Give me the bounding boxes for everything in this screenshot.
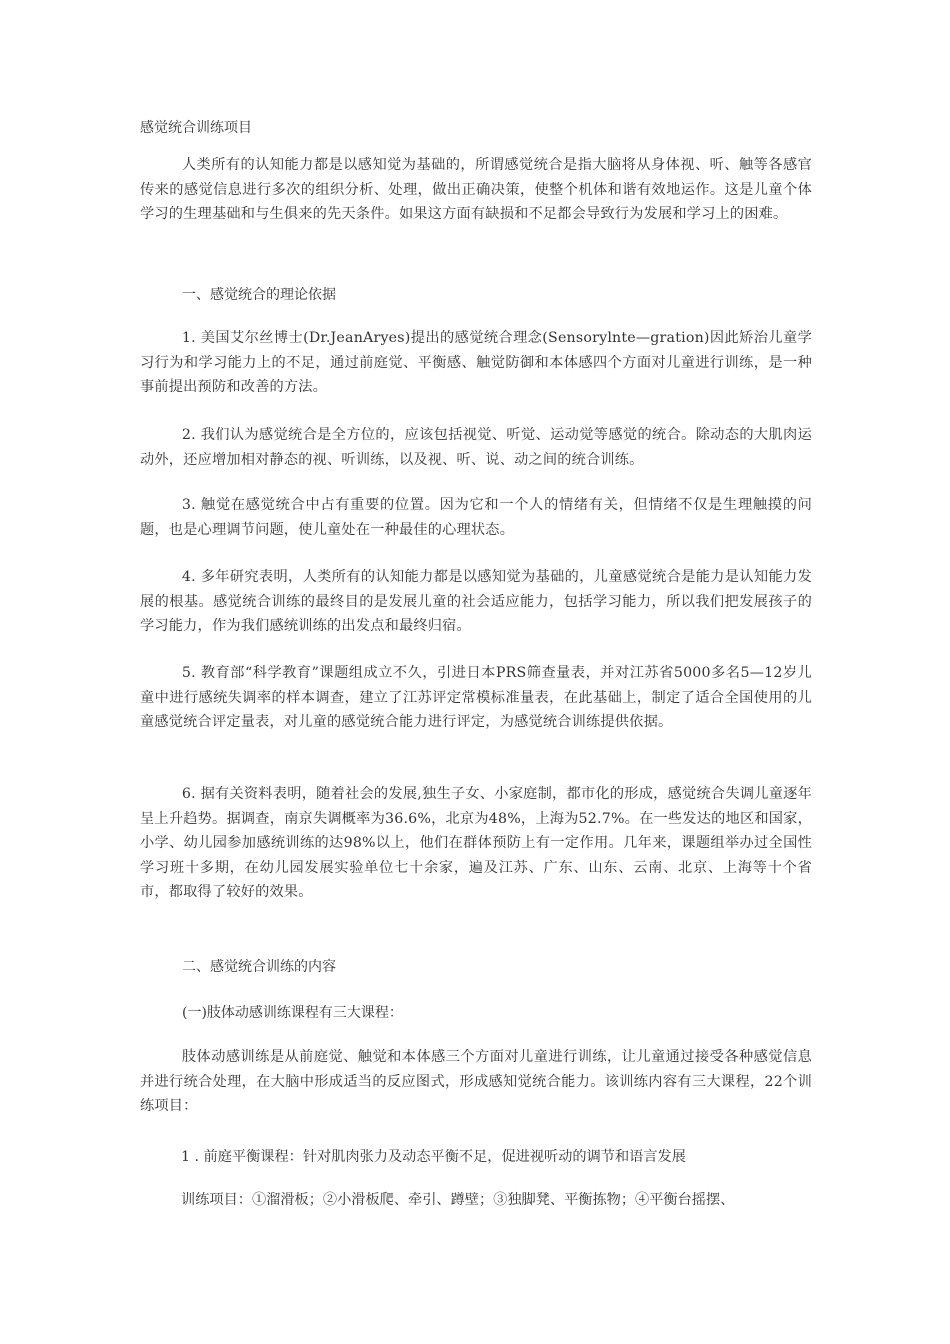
course-1-line: 1 . 前庭平衡课程：针对肌肉张力及动态平衡不足，促进视听动的调节和语言发展 bbox=[181, 1149, 686, 1165]
section-1-item-5: 5. 教育部“科学教育”课题组成立不久，引进日本PRS筛查量表，并对江苏省5000多名5—12岁儿童中进行感统失调率的样本调查，建立了江苏评定常模标准量表，在此基础上，制定了适合全国使用的儿童感觉统合评定量表，对儿童的感觉统合能力进行评定，为感觉统合训练提供依据。 bbox=[140, 665, 812, 730]
section-2-body: 肢体动感训练是从前庭觉、触觉和本体感三个方面对儿童进行训练，让儿童通过接受各种感觉信息并进行统合处理，在大脑中形成适当的反应图式，形成感知觉统合能力。该训练内容有三大课程，22个训练项目： bbox=[140, 1049, 812, 1114]
section-1-item-3: 3. 触觉在感觉统合中占有重要的位置。因为它和一个人的情绪有关，但情绪不仅是生理触摸的问题，也是心理调节问题，使儿童处在一种最佳的心理状态。 bbox=[140, 497, 812, 538]
document-title: 感觉统合训练项目 bbox=[140, 120, 252, 136]
section-1-item-1: 1. 美国艾尔丝博士(Dr.JeanAryes)提出的感觉统合理念(Sensorylnte—gration)因此矫治儿童学习行为和学习能力上的不足，通过前庭觉、平衡感、触觉防御和本体感四个方面对儿童进行训练，是一种事前提出预防和改善的方法。 bbox=[140, 330, 812, 395]
intro-paragraph: 人类所有的认知能力都是以感知觉为基础的，所谓感觉统合是指大脑将从身体视、听、触等各感官传来的感觉信息进行多次的组织分析、处理，做出正确决策，使整个机体和谐有效地运作。这是儿童个体学习的生理基础和与生俱来的先天条件。如果这方面有缺损和不足都会导致行为发展和学习上的困难。 bbox=[140, 157, 812, 222]
section-1-item-6: 6. 据有关资料表明，随着社会的发展,独生子女、小家庭制，都市化的形成，感觉统合失调儿童逐年呈上升趋势。据调查，南京失调概率为36.6%，北京为48%，上海为52.7%。在一些发达的地区和国家，小学、幼儿园参加感统训练的达98%以上，他们在群体预防上有一定作用。几年来，课题组举办过全国性学习班十多期，在幼儿园发展实验单位七十余家，遍及江苏、广东、山东、云南、北京、上海等十个省市，都取得了较好的效果。 bbox=[140, 786, 812, 900]
section-2-heading: 二、感觉统合训练的内容 bbox=[182, 959, 336, 975]
training-items-line: 训练项目：①溜滑板；②小滑板爬、牵引、蹲壁；③独脚凳、平衡拣物；④平衡台摇摆、 bbox=[181, 1192, 735, 1208]
section-1-heading: 一、感觉统合的理论依据 bbox=[182, 287, 336, 303]
section-1-item-4: 4. 多年研究表明，人类所有的认知能力都是以感知觉为基础的，儿童感觉统合是能力是认知能力发展的根基。感觉统合训练的最终目的是发展儿童的社会适应能力，包括学习能力，所以我们把发展孩子的学习能力，作为我们感统训练的出发点和最终归宿。 bbox=[140, 569, 812, 634]
section-2-subheading: (一)肢体动感训练课程有三大课程： bbox=[182, 1005, 403, 1021]
section-1-item-2: 2. 我们认为感觉统合是全方位的，应该包括视觉、听觉、运动觉等感觉的统合。除动态的大肌肉运动外，还应增加相对静态的视、听训练，以及视、听、说、动之间的统合训练。 bbox=[140, 427, 812, 468]
